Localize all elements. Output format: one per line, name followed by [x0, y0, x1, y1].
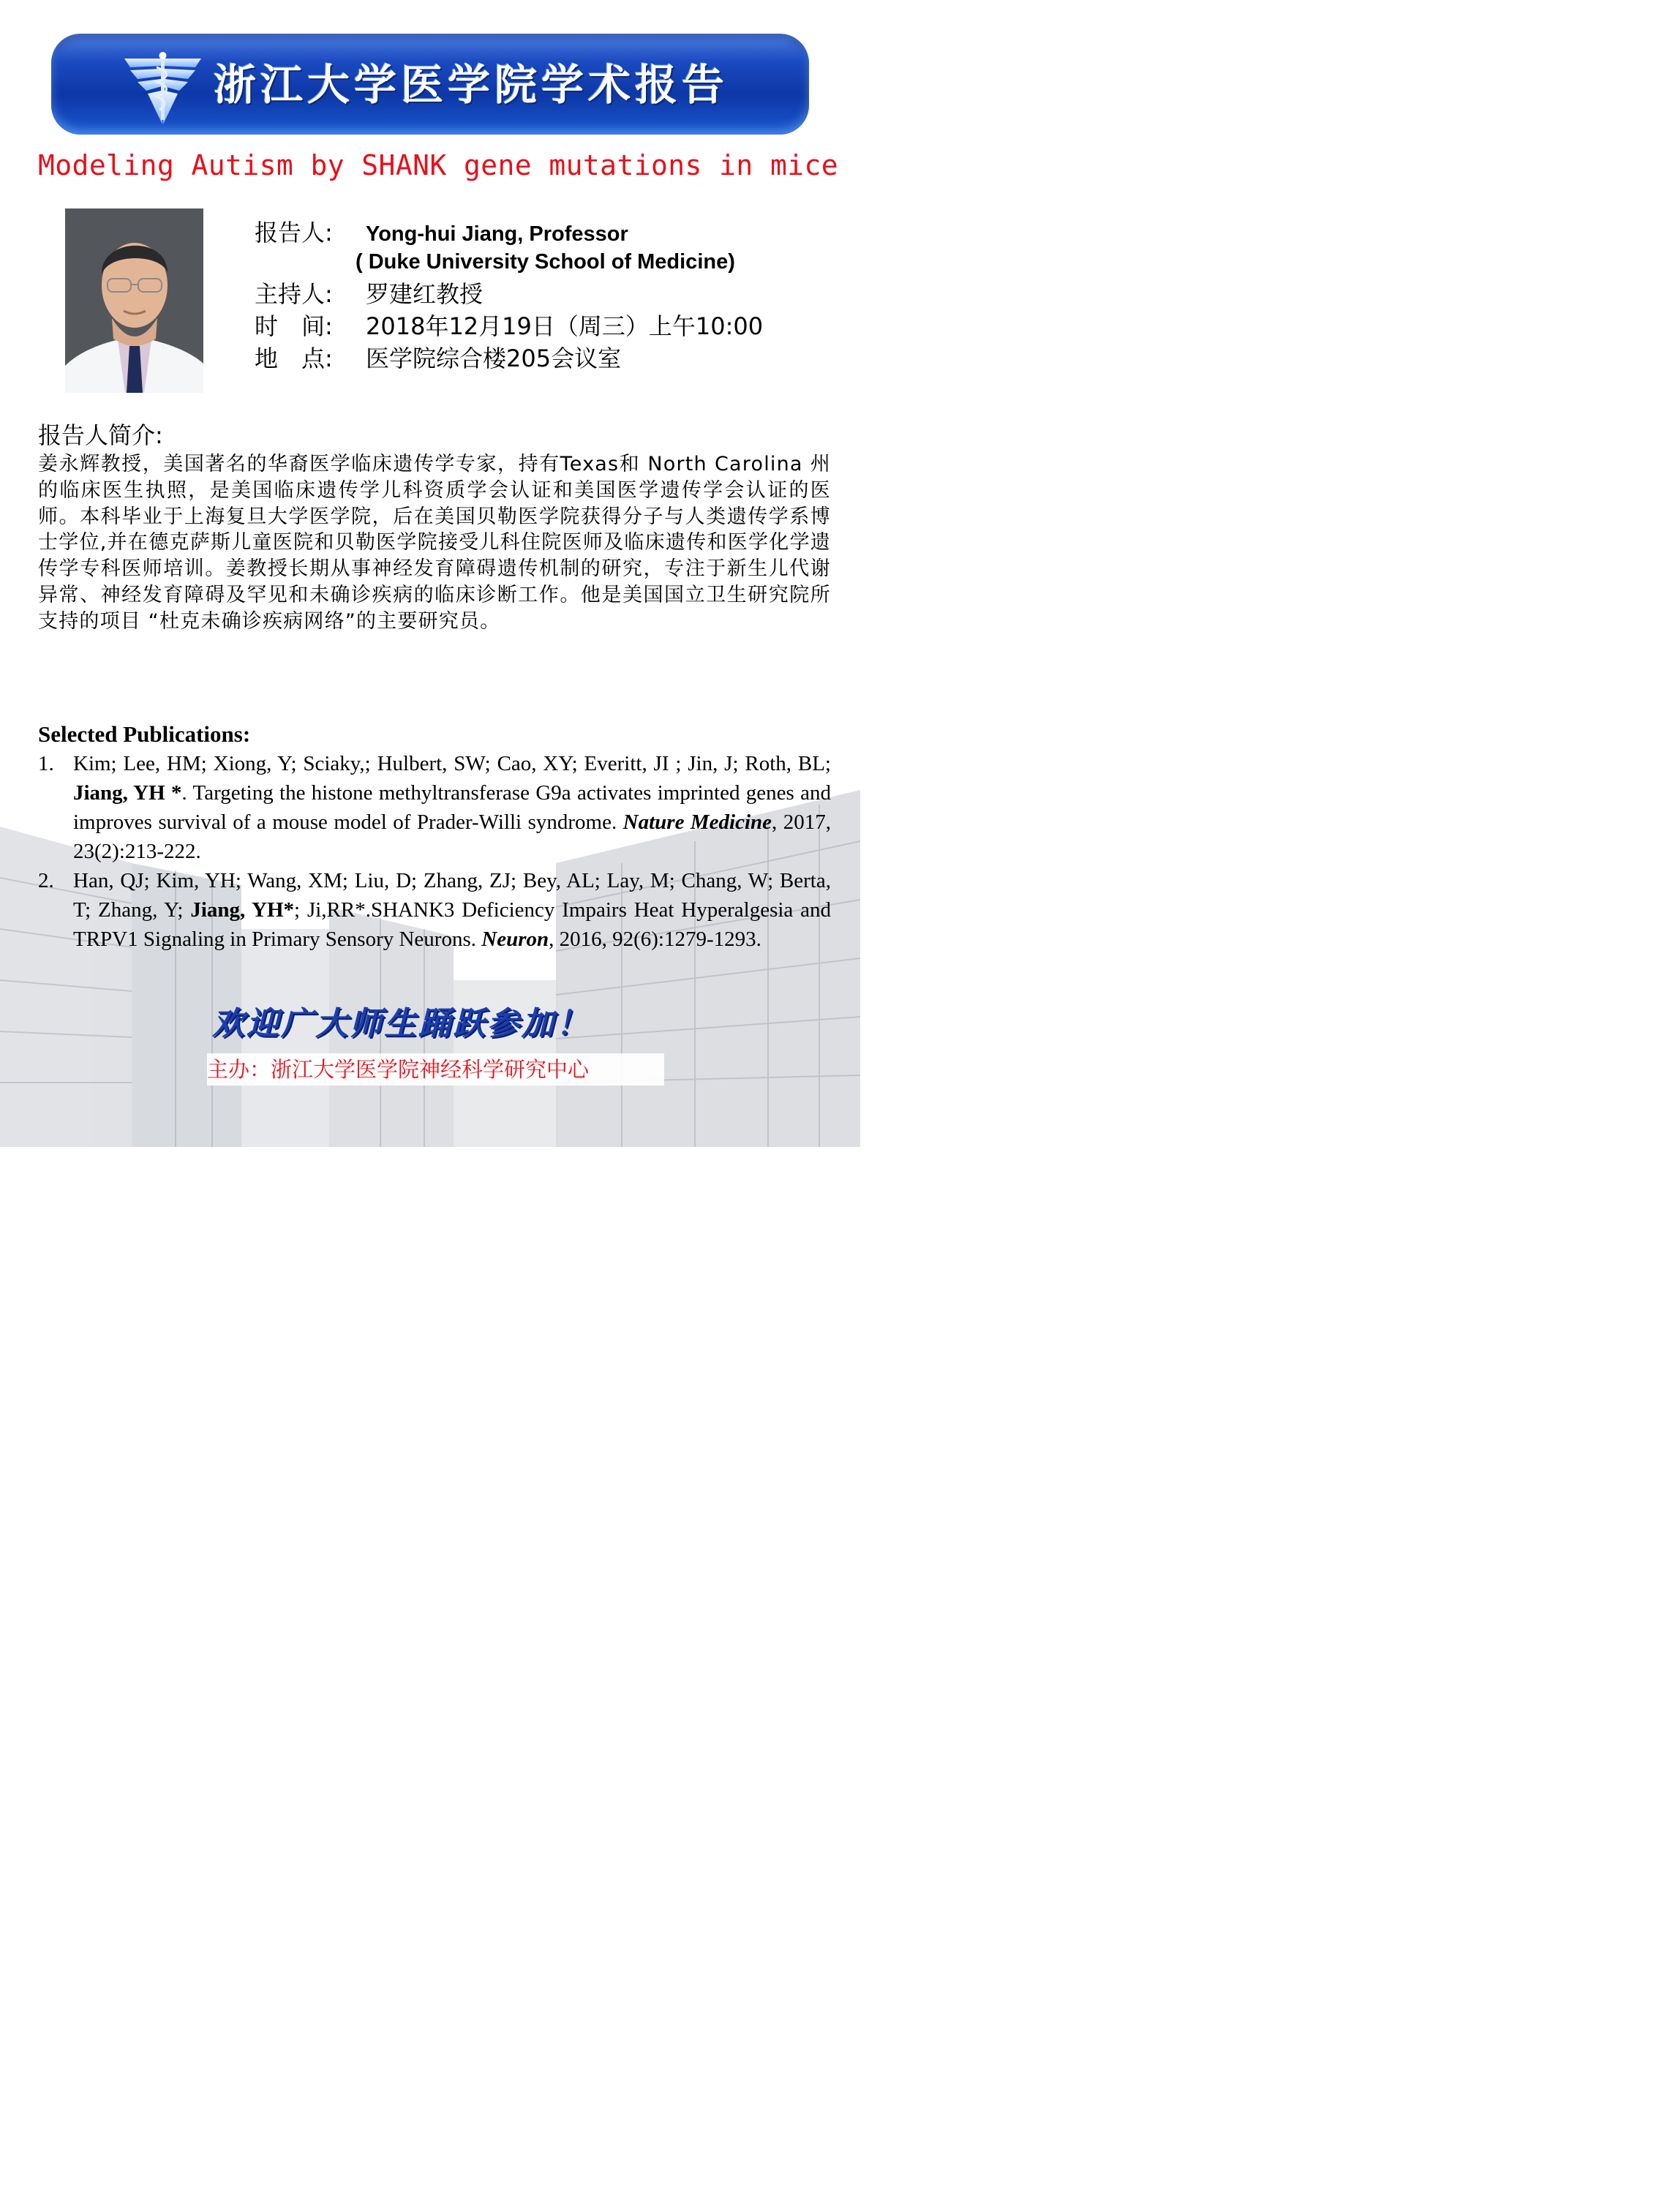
time-label: 时 间: — [255, 312, 333, 340]
caduceus-wings-icon — [124, 51, 201, 124]
publication-title: ; Ji,RR*.SHANK3 Deficiency Impairs Heat Hyperalgesia and TRPV1 Signaling in Primary Sensory Neurons. — [73, 898, 832, 951]
speaker-portrait — [65, 208, 203, 393]
speaker-affiliation: ( Duke University School of Medicine) — [356, 250, 735, 274]
publication-authors: Han, QJ; Kim, YH; Wang, XM; Liu, D; Zhang, ZJ; Bey, AL; Lay, M; Chang, W; Berta, T; Zhang, Y; — [73, 869, 831, 922]
host-value: 罗建红教授 — [366, 280, 484, 308]
publication-list — [38, 749, 831, 954]
bio-text: 姜永辉教授，美国著名的华裔医学临床遗传学专家，持有Texas和 North Carolina 州的临床医生执照，是美国临床遗传学儿科资质学会认证和美国医学遗传学会认证的医师。本科毕业于上海复旦大学医学院，后在美国贝勒医学院获得分子与人类遗传学系博士学位,并在德克萨斯儿童医院和贝勒医学院接受儿科住院医师及临床遗传和医学化学遗传学专科医师培训。姜教授长期从事神经发育障碍遗传机制的研究，专注于新生儿代谢异常、神经发育障碍及罕见和未确诊疾病的临床诊断工作。他是美国国立卫生研究院所支持的项目 “杜克未确诊疾病网络”的主要研究员。 — [38, 453, 831, 633]
host-row — [255, 278, 483, 310]
publication-item — [38, 866, 831, 954]
publications-heading: Selected Publications: — [38, 721, 251, 747]
publication-highlight-author: Jiang, YH* — [190, 898, 295, 922]
time-value: 2018年12月19日（周三）上午10:00 — [366, 312, 764, 340]
banner-title: 浙江大学医学院学术报告 — [214, 60, 729, 110]
time-row — [255, 310, 763, 342]
publication-number: 2. — [38, 869, 54, 892]
place-label: 地 点: — [255, 345, 333, 372]
bio-heading: 报告人简介: — [38, 421, 163, 449]
publication-text — [73, 749, 831, 866]
publication-journal: Nature Medicine — [622, 810, 772, 834]
speaker-label: 报告人: — [255, 219, 333, 247]
organizer-line: 主办：浙江大学医学院神经科学研究中心 — [207, 1053, 664, 1086]
welcome-slogan: 欢迎广大师生踊跃参加！ — [212, 1005, 590, 1042]
publication-text — [73, 866, 831, 954]
publication-authors: Kim; Lee, HM; Xiong, Y; Sciaky,; Hulbert, SW; Cao, XY; Everitt, JI ; Jin, J; Roth, BL; — [73, 752, 831, 775]
talk-title: Modeling Autism by SHANK gene mutations in mice — [38, 149, 839, 181]
publication-title: . Targeting the histone methyltransferase G9a activates imprinted genes and improves survival of a mouse model of Prader-Willi syndrome. — [73, 781, 832, 834]
publication-highlight-author: Jiang, YH * — [73, 781, 182, 805]
place-value: 医学院综合楼205会议室 — [366, 345, 622, 372]
speaker-name: Yong-hui Jiang, Professor — [366, 222, 628, 246]
place-row — [255, 342, 621, 375]
publication-citation: , 2017, 23(2):213-222. — [73, 810, 831, 863]
host-label: 主持人: — [255, 280, 333, 308]
publication-number: 1. — [38, 752, 54, 775]
publication-item — [38, 749, 831, 866]
publication-journal: Neuron — [481, 928, 549, 951]
publication-citation: , 2016, 92(6):1279-1293. — [549, 928, 761, 951]
